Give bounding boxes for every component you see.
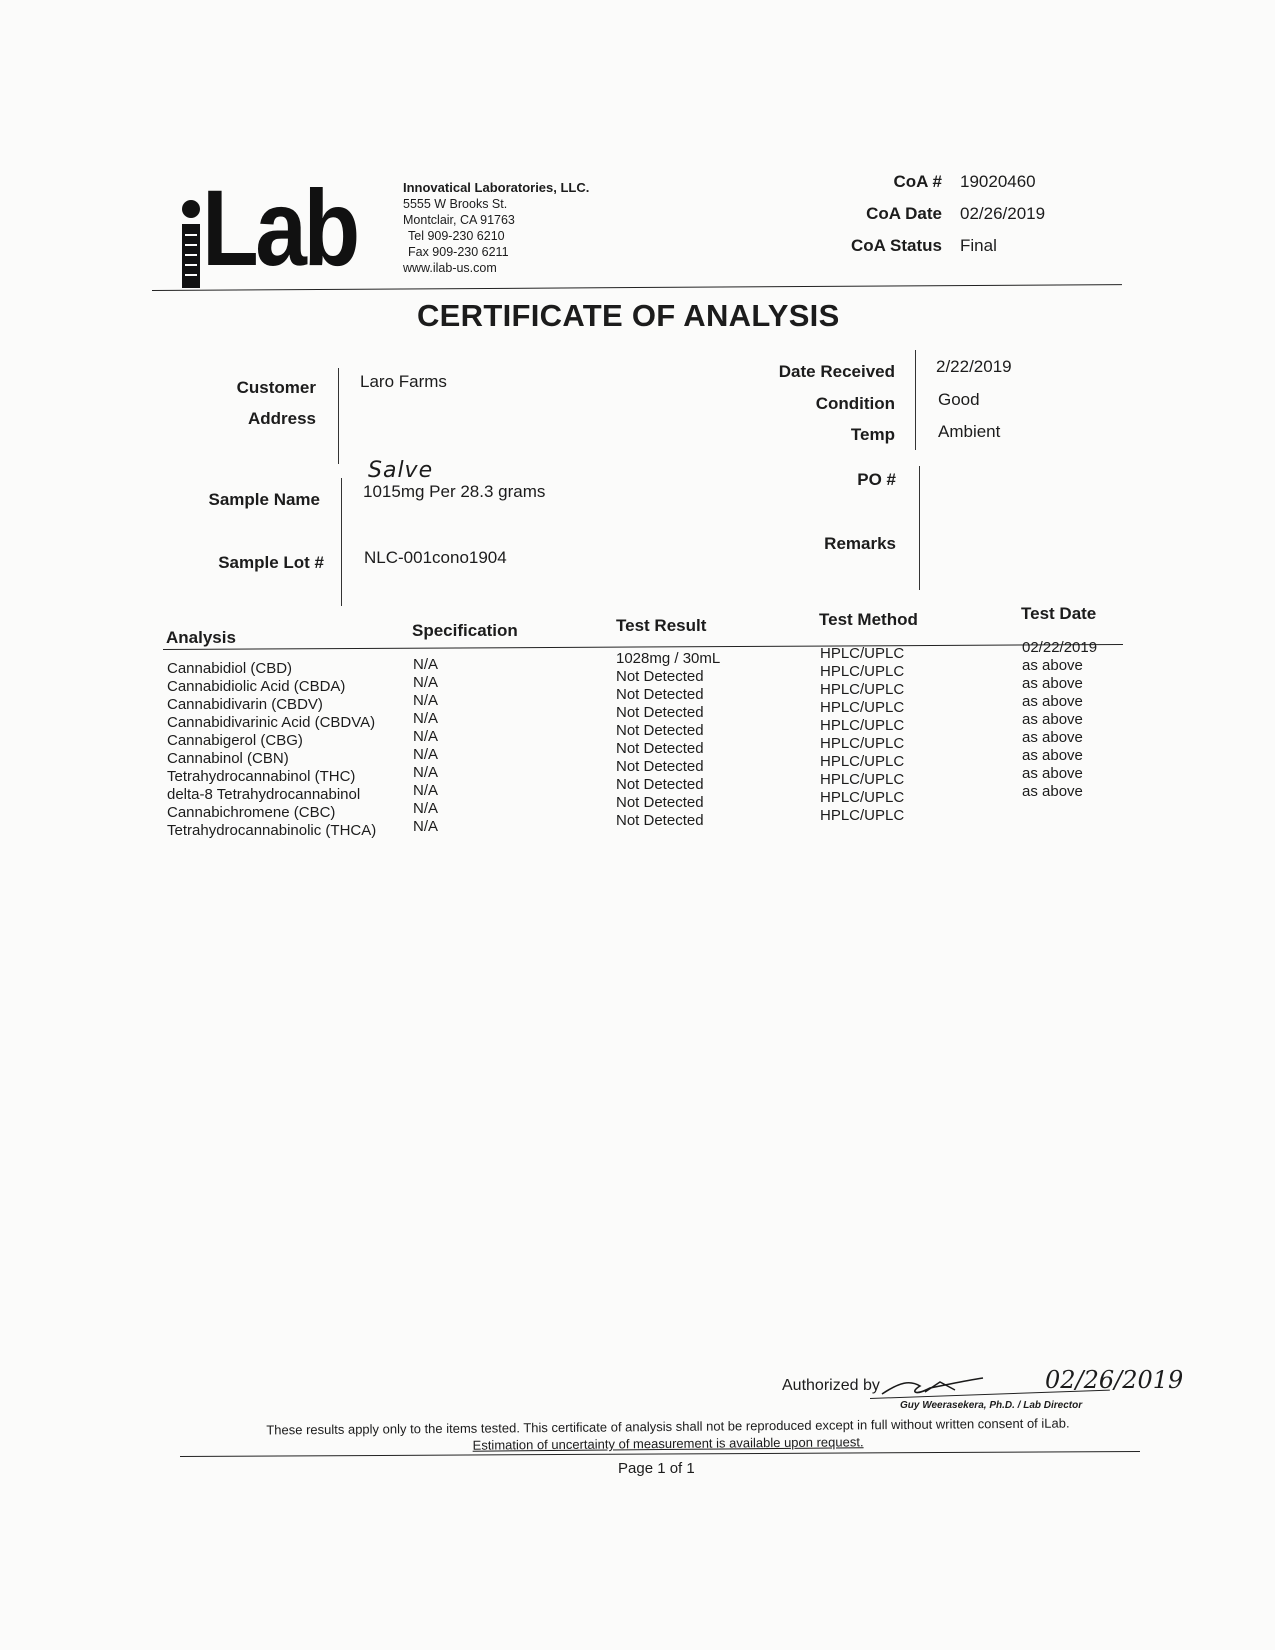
test-date-cell: 02/22/2019 bbox=[1022, 639, 1098, 656]
test-result-cell: Not Detected bbox=[616, 668, 704, 685]
specification-cell: N/A bbox=[413, 710, 439, 727]
specification-cell: N/A bbox=[413, 818, 439, 835]
coa-meta-block bbox=[830, 166, 1045, 262]
po-remarks-divider bbox=[919, 466, 920, 590]
test-result-cell: 1028mg / 30mL bbox=[616, 650, 721, 667]
date-received-label: Date Received bbox=[778, 362, 895, 381]
test-method-cell: HPLC/UPLC bbox=[820, 717, 905, 734]
analysis-cell: Cannabidiol (CBD) bbox=[167, 660, 293, 677]
authorized-by-label: Authorized by bbox=[782, 1377, 880, 1394]
sample-lot-value: NLC-001cono1904 bbox=[364, 548, 507, 567]
test-result-cell: Not Detected bbox=[616, 686, 704, 703]
specification-cell: N/A bbox=[413, 764, 439, 781]
test-method-cell: HPLC/UPLC bbox=[820, 735, 905, 752]
test-method-cell: HPLC/UPLC bbox=[820, 681, 905, 698]
logo-wordmark: Lab bbox=[202, 167, 357, 288]
remarks-label: Remarks bbox=[824, 534, 896, 553]
analysis-cell: Cannabidivarinic Acid (CBDVA) bbox=[167, 714, 376, 731]
document-title: CERTIFICATE OF ANALYSIS bbox=[417, 298, 840, 333]
analysis-cell: Cannabinol (CBN) bbox=[167, 750, 289, 767]
header-test-method: Test Method bbox=[819, 610, 918, 629]
sample-divider bbox=[341, 478, 342, 606]
test-result-cell: Not Detected bbox=[616, 758, 704, 775]
coa-date-label: CoA Date bbox=[866, 204, 942, 223]
logo-dot bbox=[182, 200, 200, 218]
disclaimer-text: These results apply only to the items tested. This certificate of analysis shall not be reproduced except in full without written consent of iLab. bbox=[266, 1415, 1070, 1438]
test-method-cell: HPLC/UPLC bbox=[820, 645, 905, 662]
test-date-column bbox=[1022, 639, 1097, 819]
test-result-cell: Not Detected bbox=[616, 722, 704, 739]
disclaimer-block bbox=[218, 1414, 1118, 1456]
customer-value: Laro Farms bbox=[360, 372, 447, 391]
specification-cell: N/A bbox=[413, 782, 439, 799]
header-test-result: Test Result bbox=[616, 616, 707, 635]
specification-cell: N/A bbox=[413, 656, 439, 673]
ilab-logo bbox=[178, 167, 358, 290]
test-result-cell: Not Detected bbox=[616, 740, 704, 757]
test-date-cell: as above bbox=[1022, 747, 1083, 764]
header-test-date: Test Date bbox=[1021, 604, 1097, 623]
test-date-cell: as above bbox=[1022, 765, 1083, 782]
analysis-column bbox=[167, 660, 376, 840]
test-result-cell: Not Detected bbox=[616, 794, 704, 811]
logo-bar bbox=[182, 224, 200, 288]
header-analysis: Analysis bbox=[166, 628, 236, 647]
analysis-cell: Tetrahydrocannabinol (THC) bbox=[167, 768, 356, 785]
lab-fax: Fax 909-230 6211 bbox=[408, 245, 509, 259]
sample-name-value: 1015mg Per 28.3 grams bbox=[363, 482, 546, 501]
test-date-cell: as above bbox=[1022, 693, 1083, 710]
temp-value: Ambient bbox=[938, 422, 1001, 441]
test-method-cell: HPLC/UPLC bbox=[820, 789, 905, 806]
test-method-cell: HPLC/UPLC bbox=[820, 753, 905, 770]
signatory-name: Guy Weerasekera, Ph.D. / Lab Director bbox=[900, 1400, 1083, 1411]
analysis-cell: Cannabigerol (CBG) bbox=[167, 732, 303, 749]
lab-city: Montclair, CA 91763 bbox=[403, 213, 515, 227]
analysis-cell: delta-8 Tetrahydrocannabinol bbox=[167, 786, 361, 803]
test-method-cell: HPLC/UPLC bbox=[820, 807, 905, 824]
coa-number: 19020460 bbox=[960, 172, 1036, 191]
lab-website: www.ilab-us.com bbox=[403, 261, 497, 275]
test-result-cell: Not Detected bbox=[616, 704, 704, 721]
coa-number-label: CoA # bbox=[893, 172, 942, 191]
coa-date: 02/26/2019 bbox=[960, 204, 1046, 223]
receipt-divider bbox=[915, 350, 916, 450]
test-date-cell: as above bbox=[1022, 657, 1083, 674]
lab-tel: Tel 909-230 6210 bbox=[408, 229, 505, 243]
address-label: Address bbox=[247, 409, 316, 428]
lab-name: Innovatical Laboratories, LLC. bbox=[403, 180, 590, 195]
test-method-column bbox=[820, 645, 904, 825]
analysis-cell: Cannabidivarin (CBDV) bbox=[167, 696, 323, 713]
test-result-cell: Not Detected bbox=[616, 776, 704, 793]
analysis-cell: Cannabichromene (CBC) bbox=[167, 804, 336, 821]
date-received-value: 2/22/2019 bbox=[936, 357, 1012, 376]
coa-status-label: CoA Status bbox=[851, 236, 942, 255]
specification-cell: N/A bbox=[413, 674, 439, 691]
analysis-cell: Cannabidiolic Acid (CBDA) bbox=[167, 678, 346, 695]
sample-name-handwritten: Salve bbox=[368, 458, 434, 483]
specification-cell: N/A bbox=[413, 800, 439, 817]
uncertainty-note: Estimation of uncertainty of measurement is available upon request. bbox=[472, 1434, 864, 1453]
test-date-cell: as above bbox=[1022, 729, 1083, 746]
customer-label: Customer bbox=[236, 378, 316, 397]
test-result-column bbox=[616, 650, 720, 830]
header-specification: Specification bbox=[412, 621, 518, 640]
sample-lot-label: Sample Lot # bbox=[218, 553, 324, 572]
specification-cell: N/A bbox=[413, 728, 439, 745]
specification-column bbox=[413, 656, 438, 836]
analysis-cell: Tetrahydrocannabinolic (THCA) bbox=[167, 822, 377, 839]
condition-value: Good bbox=[938, 390, 980, 409]
sample-name-label: Sample Name bbox=[208, 490, 320, 509]
test-method-cell: HPLC/UPLC bbox=[820, 771, 905, 788]
test-date-cell: as above bbox=[1022, 675, 1083, 692]
test-date-cell: as above bbox=[1022, 711, 1083, 728]
signature-date: 02/26/2019 bbox=[1045, 1366, 1184, 1394]
lab-contact-block bbox=[403, 180, 589, 276]
test-result-cell: Not Detected bbox=[616, 812, 704, 829]
test-date-cell: as above bbox=[1022, 783, 1083, 800]
test-date-cell bbox=[1022, 801, 1097, 819]
temp-label: Temp bbox=[850, 425, 895, 444]
page-number: Page 1 of 1 bbox=[618, 1460, 695, 1477]
test-method-cell: HPLC/UPLC bbox=[820, 663, 905, 680]
specification-cell: N/A bbox=[413, 692, 439, 709]
coa-status: Final bbox=[960, 236, 997, 255]
customer-divider bbox=[338, 368, 339, 464]
specification-cell: N/A bbox=[413, 746, 439, 763]
lab-street: 5555 W Brooks St. bbox=[403, 197, 508, 211]
po-label: PO # bbox=[857, 470, 896, 489]
test-method-cell: HPLC/UPLC bbox=[820, 699, 905, 716]
condition-label: Condition bbox=[815, 394, 895, 413]
